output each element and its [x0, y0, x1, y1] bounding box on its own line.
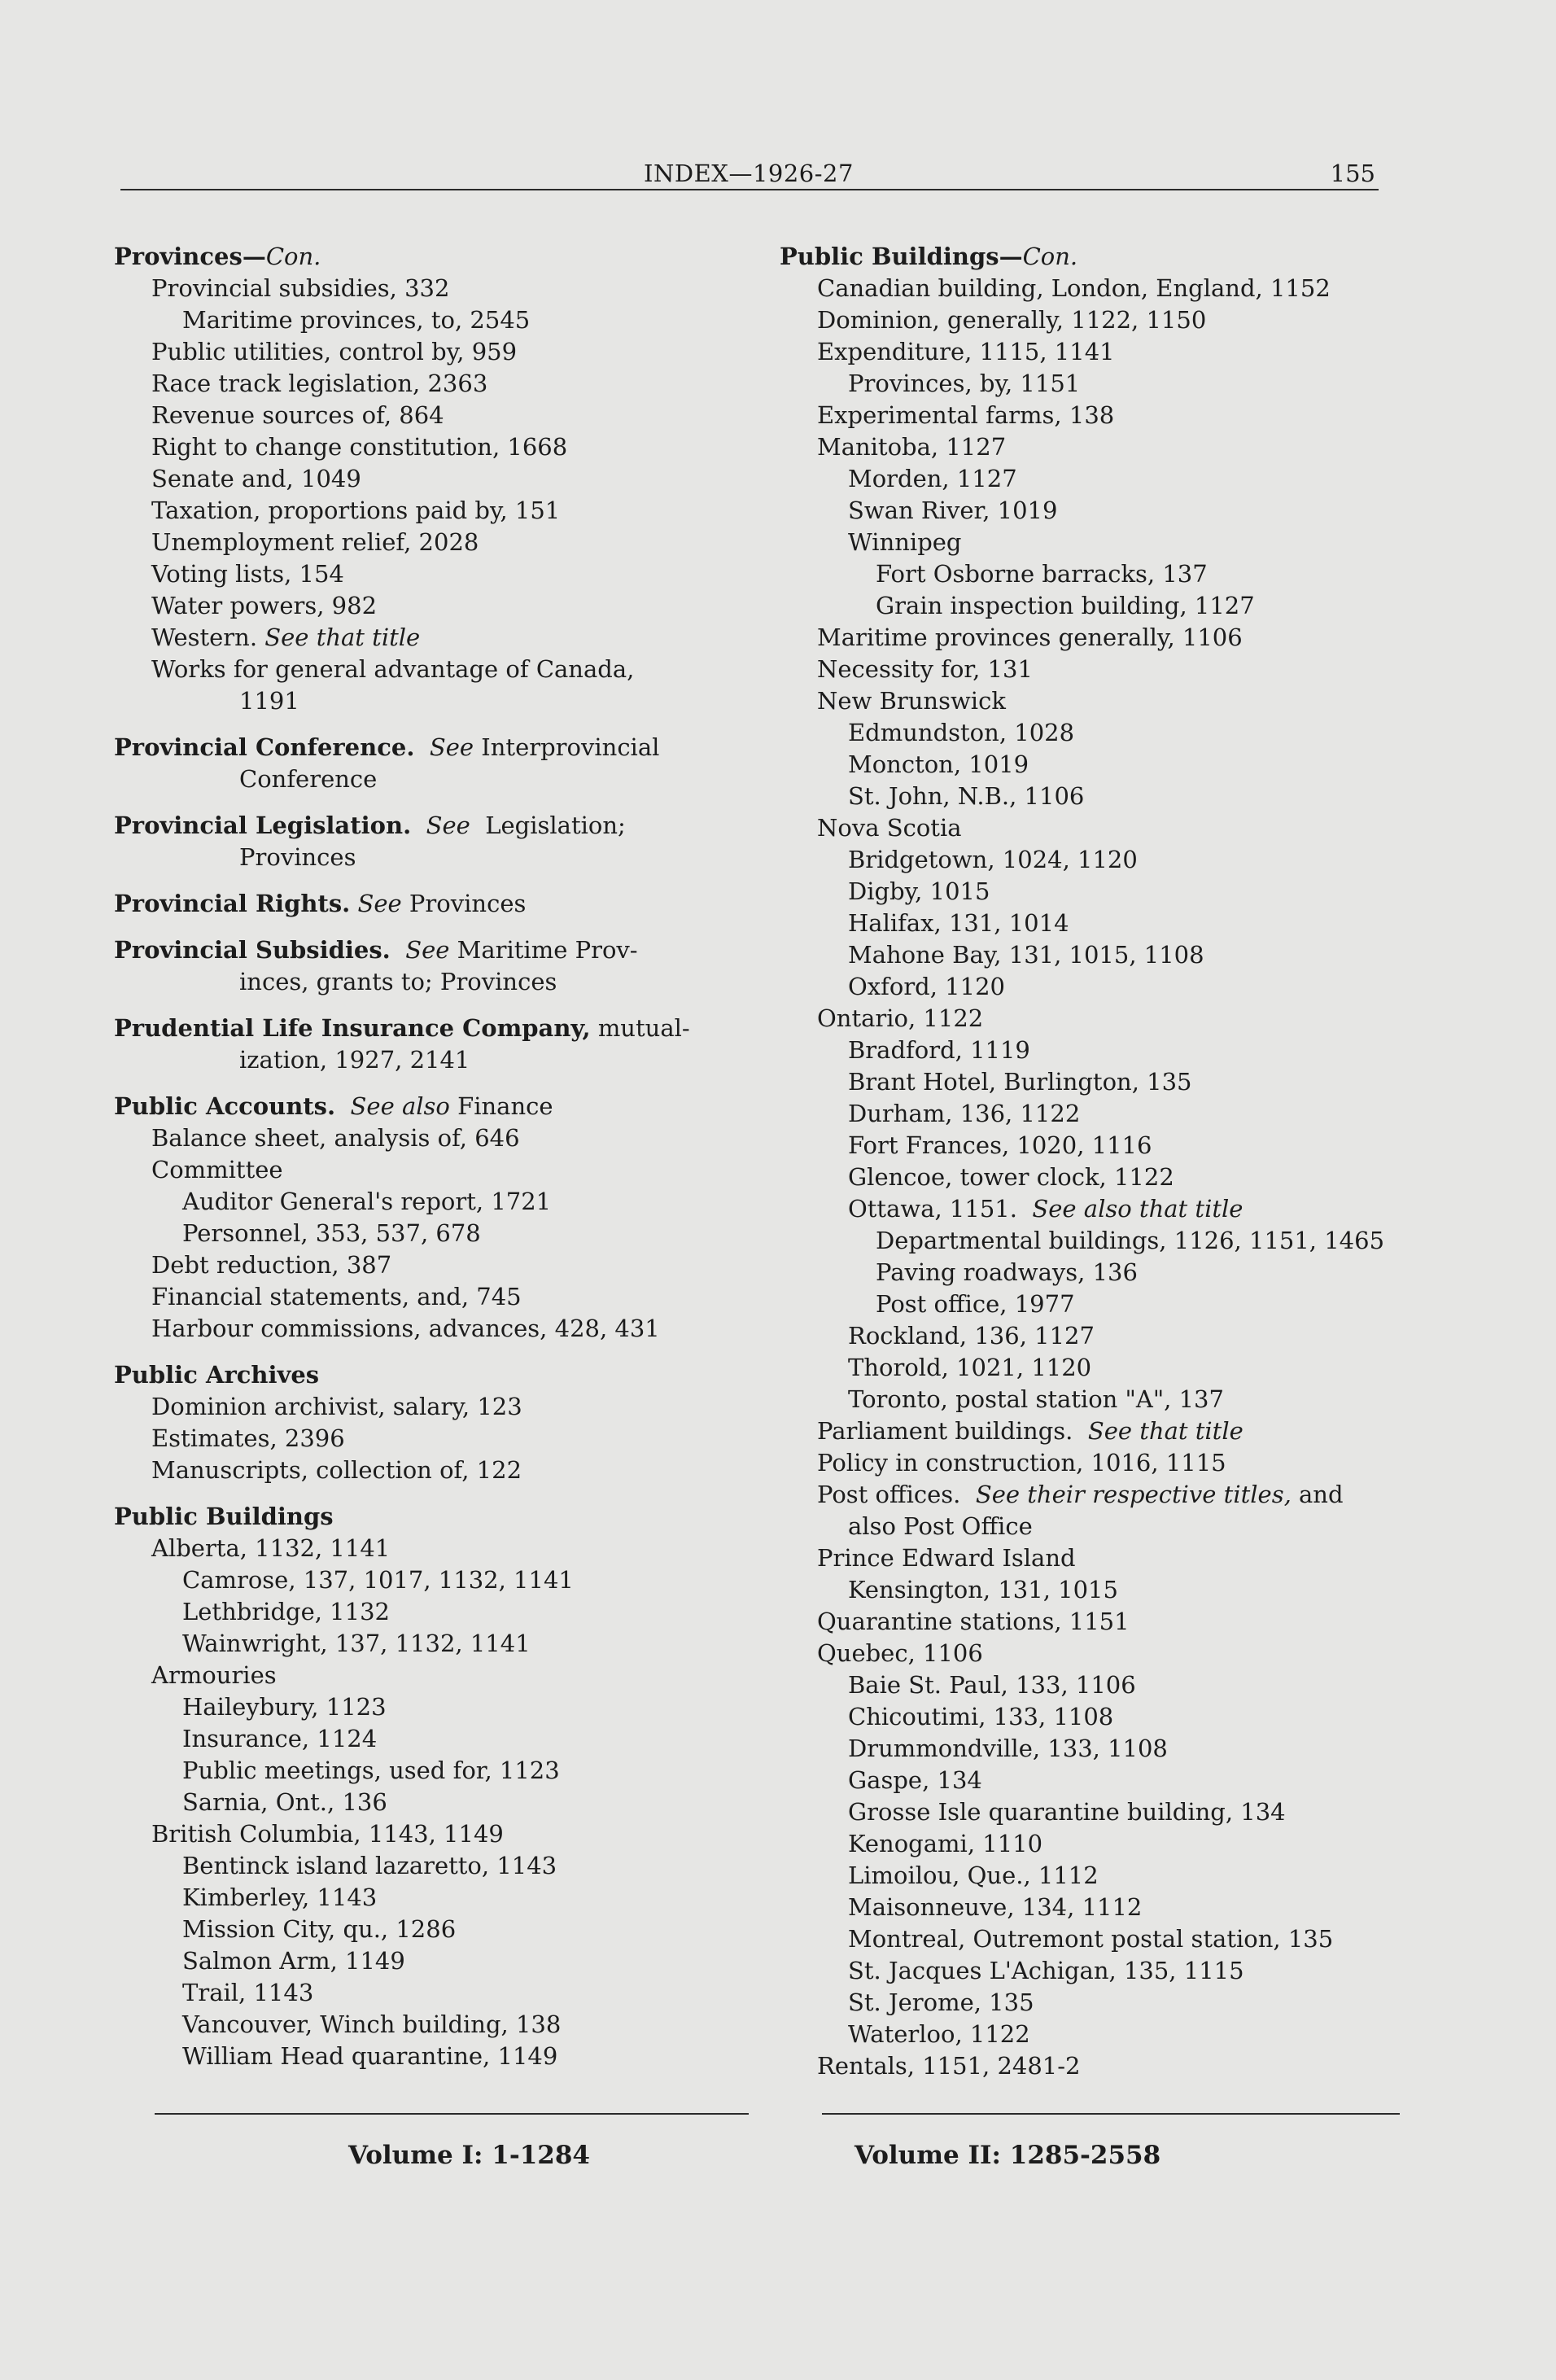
index-subentry: St. John, N.B., 1106 — [848, 782, 1085, 810]
index-entry-continuation: inces, grants to; Provinces — [239, 968, 557, 995]
index-subentry: Glencoe, tower clock, 1122 — [848, 1163, 1174, 1191]
index-entry: Unemployment relief, 2028 — [151, 528, 479, 556]
index-entry: Balance sheet, analysis of, 646 — [151, 1124, 520, 1152]
index-entry: Ontario, 1122 — [817, 1004, 984, 1032]
index-heading: Provincial Subsidies. See Maritime Prov- — [114, 936, 638, 964]
page-header — [122, 160, 1375, 192]
index-heading: Provinces—Con. — [114, 243, 321, 270]
index-entry-continuation: also Post Office — [848, 1512, 1033, 1540]
index-subentry: William Head quarantine, 1149 — [182, 2042, 558, 2070]
index-subentry: Grosse Isle quarantine building, 134 — [848, 1798, 1286, 1826]
index-entry: Estimates, 2396 — [151, 1424, 345, 1452]
index-entry-continuation: Provinces — [239, 843, 356, 871]
index-subentry: Baie St. Paul, 133, 1106 — [848, 1671, 1136, 1699]
index-subentry: Vancouver, Winch building, 138 — [182, 2010, 562, 2038]
index-subsubentry: Fort Osborne barracks, 137 — [876, 560, 1208, 588]
index-subentry: Lethbridge, 1132 — [182, 1598, 390, 1625]
index-entry: Water powers, 982 — [151, 592, 378, 619]
index-entry: Harbour commissions, advances, 428, 431 — [151, 1315, 660, 1342]
index-subentry: Kenogami, 1110 — [848, 1830, 1043, 1857]
index-heading: Provincial Conference. See Interprovincial — [114, 733, 660, 761]
index-subsubentry: Paving roadways, 136 — [876, 1258, 1138, 1286]
index-heading: Provincial Legislation. See Legislation; — [114, 812, 626, 839]
index-entry: Debt reduction, 387 — [151, 1251, 392, 1279]
index-entry: Financial statements, and, 745 — [151, 1283, 522, 1310]
index-heading: Prudential Life Insurance Company, mutual- — [114, 1014, 690, 1042]
index-entry: Committee — [151, 1156, 283, 1183]
index-subentry: Personnel, 353, 537, 678 — [182, 1219, 481, 1247]
index-column-right — [780, 241, 1414, 2082]
index-entry: Alberta, 1132, 1141 — [151, 1534, 391, 1562]
index-entry: Post offices. See their respective titles, and — [817, 1481, 1344, 1508]
index-subsubentry: Grain inspection building, 1127 — [876, 592, 1255, 619]
index-subentry: Bridgetown, 1024, 1120 — [848, 846, 1138, 873]
index-entry: Manitoba, 1127 — [817, 433, 1007, 461]
index-entry: British Columbia, 1143, 1149 — [151, 1820, 504, 1848]
page-number: 155 — [1330, 160, 1375, 187]
index-subentry: Auditor General's report, 1721 — [182, 1188, 552, 1215]
index-entry-continuation: 1191 — [239, 687, 299, 715]
index-subentry: Wainwright, 137, 1132, 1141 — [182, 1630, 531, 1657]
index-subentry: Camrose, 137, 1017, 1132, 1141 — [182, 1566, 574, 1594]
index-subentry: Mission City, qu., 1286 — [182, 1915, 457, 1943]
index-subentry: Kensington, 131, 1015 — [848, 1576, 1118, 1603]
index-subsubentry: Post office, 1977 — [876, 1290, 1075, 1318]
index-entry: Experimental farms, 138 — [817, 401, 1115, 429]
index-entry: Expenditure, 1115, 1141 — [817, 338, 1115, 365]
index-entry: Race track legislation, 2363 — [151, 370, 488, 397]
index-entry: Provincial subsidies, 332 — [151, 274, 450, 302]
index-entry: Canadian building, London, England, 1152 — [817, 274, 1331, 302]
index-subentry: Winnipeg — [848, 528, 962, 556]
index-entry: Dominion archivist, salary, 123 — [151, 1393, 522, 1420]
index-subentry: Salmon Arm, 1149 — [182, 1947, 405, 1975]
header-rule — [120, 189, 1379, 190]
index-entry: Manuscripts, collection of, 122 — [151, 1456, 522, 1484]
index-column-left — [114, 241, 741, 2072]
index-entry: Public utilities, control by, 959 — [151, 338, 518, 365]
index-subentry: Toronto, postal station "A", 137 — [848, 1385, 1224, 1413]
index-subentry: Swan River, 1019 — [848, 497, 1058, 524]
index-subentry: Bradford, 1119 — [848, 1036, 1030, 1064]
index-subentry: Oxford, 1120 — [848, 973, 1005, 1000]
index-subentry: Drummondville, 133, 1108 — [848, 1735, 1168, 1762]
index-entry: Taxation, proportions paid by, 151 — [151, 497, 561, 524]
index-entry: Prince Edward Island — [817, 1544, 1076, 1572]
index-entry: Revenue sources of, 864 — [151, 401, 444, 429]
index-subentry: St. Jacques L'Achigan, 135, 1115 — [848, 1957, 1244, 1984]
index-subentry: Maritime provinces, to, 2545 — [182, 306, 531, 334]
index-entry: Rentals, 1151, 2481-2 — [817, 2052, 1081, 2080]
index-entry: Armouries — [151, 1661, 277, 1689]
index-subentry: Fort Frances, 1020, 1116 — [848, 1131, 1152, 1159]
index-subentry: Maisonneuve, 134, 1112 — [848, 1893, 1143, 1921]
index-subentry: Trail, 1143 — [182, 1979, 314, 2006]
index-subentry: Mahone Bay, 131, 1015, 1108 — [848, 941, 1204, 969]
index-subentry: Gaspe, 134 — [848, 1766, 982, 1794]
index-entry-continuation: Conference — [239, 765, 378, 793]
index-subentry: Public meetings, used for, 1123 — [182, 1757, 560, 1784]
index-subentry: Provinces, by, 1151 — [848, 370, 1081, 397]
index-subentry: Halifax, 131, 1014 — [848, 909, 1069, 937]
volume-one-range: Volume I: 1-1284 — [348, 2141, 590, 2170]
index-subentry: Waterloo, 1122 — [848, 2020, 1030, 2048]
index-subentry: Haileybury, 1123 — [182, 1693, 387, 1721]
index-entry: Necessity for, 131 — [817, 655, 1033, 683]
index-entry: Policy in construction, 1016, 1115 — [817, 1449, 1226, 1477]
index-entry: Parliament buildings. See that title — [817, 1417, 1243, 1445]
index-subentry: Sarnia, Ont., 136 — [182, 1788, 387, 1816]
index-heading: Public Accounts. See also Finance — [114, 1092, 553, 1120]
index-entry: Nova Scotia — [817, 814, 962, 842]
index-subentry: Limoilou, Que., 1112 — [848, 1862, 1099, 1889]
index-subentry: Kimberley, 1143 — [182, 1883, 378, 1911]
index-entry: Right to change constitution, 1668 — [151, 433, 568, 461]
index-entry: Voting lists, 154 — [151, 560, 344, 588]
index-entry: Senate and, 1049 — [151, 465, 361, 492]
index-heading: Public Archives — [114, 1361, 320, 1389]
index-subentry: Durham, 136, 1122 — [848, 1100, 1081, 1127]
index-entry: Quarantine stations, 1151 — [817, 1608, 1130, 1635]
index-entry: Western. See that title — [151, 623, 421, 651]
index-heading: Provincial Rights. See Provinces — [114, 890, 527, 917]
index-subentry: Morden, 1127 — [848, 465, 1017, 492]
running-title: INDEX—1926-27 — [644, 160, 854, 187]
index-subentry: Chicoutimi, 133, 1108 — [848, 1703, 1114, 1730]
index-entry: Quebec, 1106 — [817, 1639, 983, 1667]
index-subsubentry: Departmental buildings, 1126, 1151, 1465 — [876, 1227, 1385, 1254]
index-subentry: Insurance, 1124 — [182, 1725, 378, 1752]
index-subentry: Bentinck island lazaretto, 1143 — [182, 1852, 557, 1879]
index-entry: Works for general advantage of Canada, — [151, 655, 635, 683]
volume-two-range: Volume II: 1285-2558 — [854, 2141, 1161, 2170]
index-entry: New Brunswick — [817, 687, 1006, 715]
index-subentry: Edmundston, 1028 — [848, 719, 1075, 746]
index-subentry: Thorold, 1021, 1120 — [848, 1354, 1092, 1381]
index-entry-continuation: ization, 1927, 2141 — [239, 1046, 470, 1074]
index-subentry: St. Jerome, 135 — [848, 1988, 1034, 2016]
index-subentry: Rockland, 136, 1127 — [848, 1322, 1095, 1350]
index-heading: Public Buildings—Con. — [780, 243, 1078, 270]
index-entry: Maritime provinces generally, 1106 — [817, 623, 1243, 651]
index-subentry: Ottawa, 1151. See also that title — [848, 1195, 1243, 1223]
footer-rule-right — [822, 2113, 1400, 2115]
index-subentry: Moncton, 1019 — [848, 750, 1029, 778]
index-subentry: Digby, 1015 — [848, 877, 990, 905]
index-subentry: Brant Hotel, Burlington, 135 — [848, 1068, 1192, 1096]
index-entry: Dominion, generally, 1122, 1150 — [817, 306, 1207, 334]
index-heading: Public Buildings — [114, 1503, 334, 1530]
index-subentry: Montreal, Outremont postal station, 135 — [848, 1925, 1334, 1953]
footer-rule-left — [155, 2113, 749, 2115]
